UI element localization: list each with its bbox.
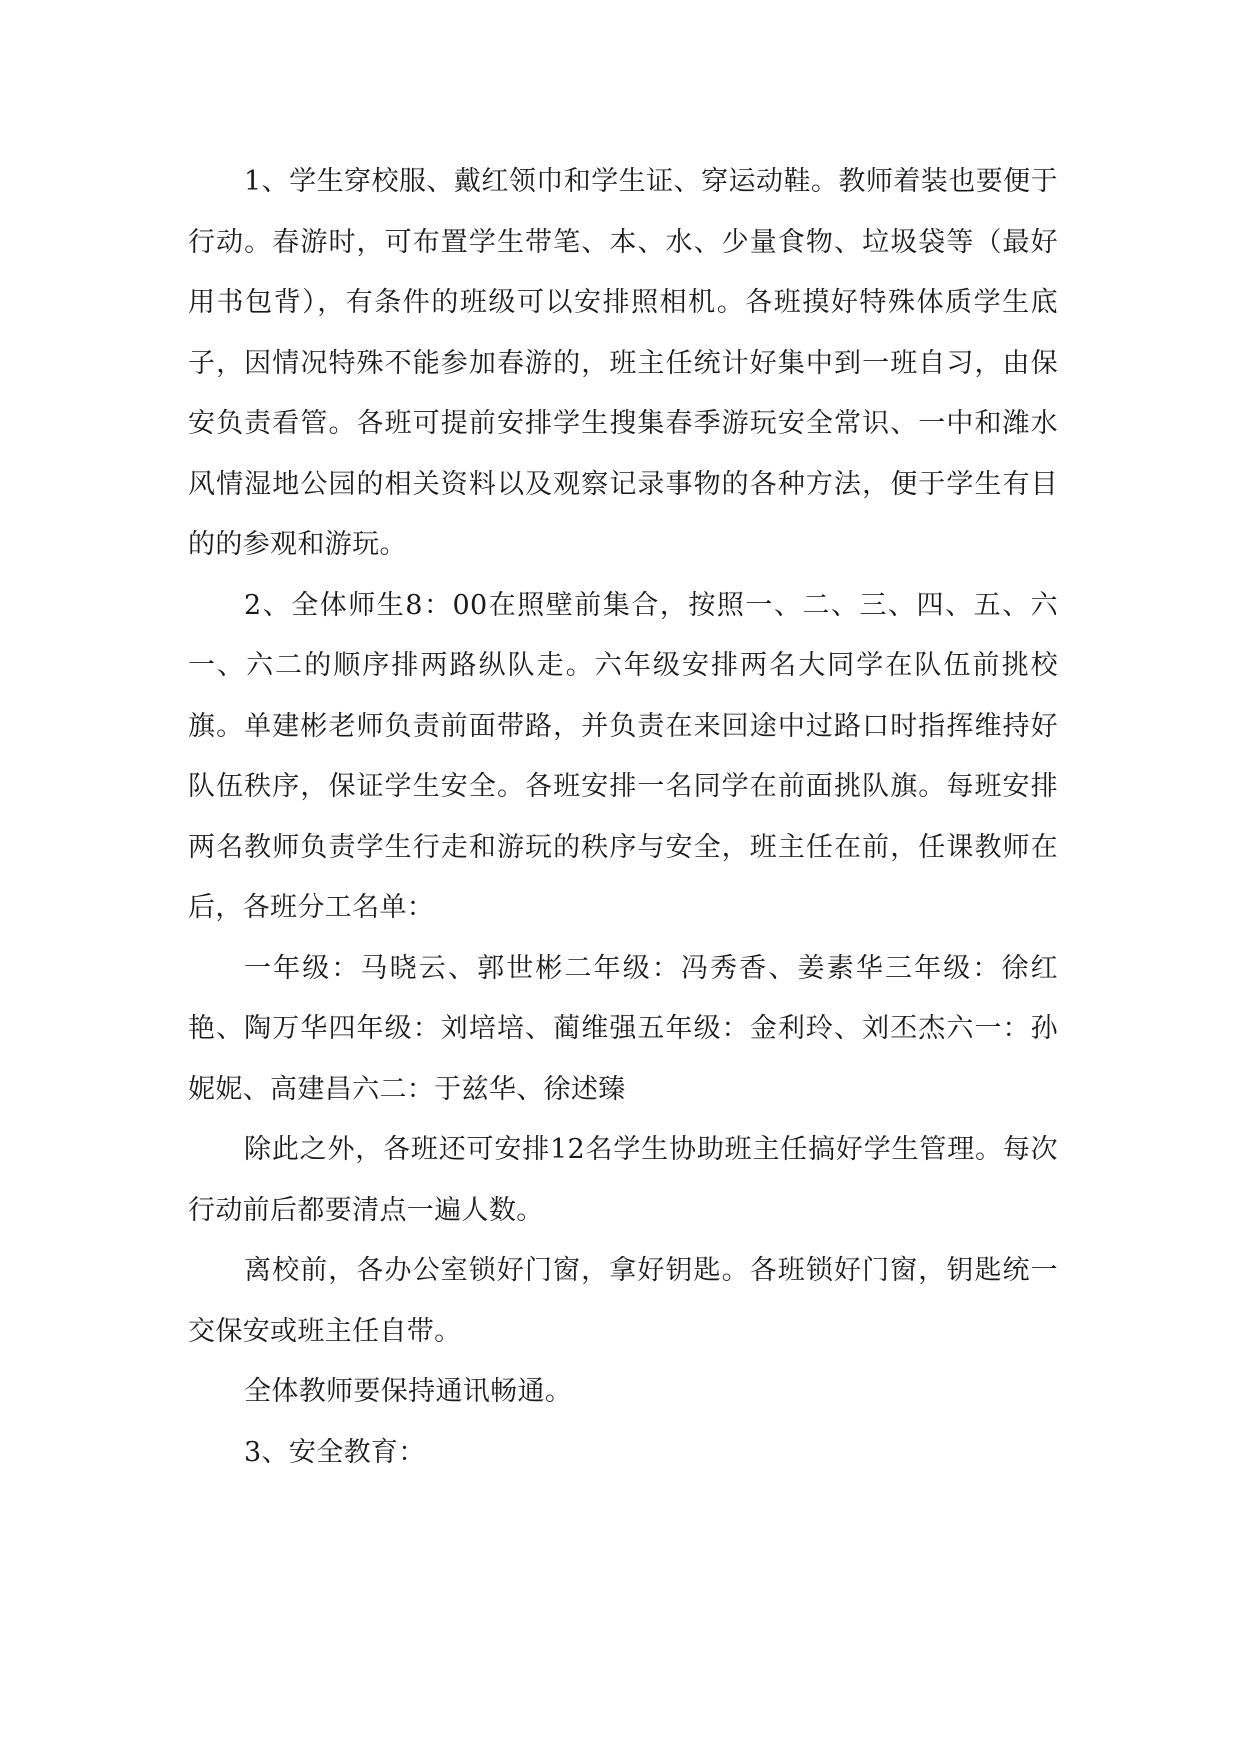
paragraph-safety-education-heading: 3、安全教育： <box>244 1436 426 1468</box>
paragraph-teacher-assignments: 一年级：马晓云、郭世彬二年级：冯秀香、姜素华三年级：徐红艳、陶万华四年级：刘培培、蔺维强五年级：金利玲、刘丕杰六一：孙妮妮、高建昌六二：于兹华、徐述臻 <box>188 952 1058 1105</box>
document-body <box>188 152 1058 1483</box>
paragraph-student-helpers: 除此之外，各班还可安排12名学生协助班主任搞好学生管理。每次行动前后都要清点一遍人数。 <box>188 1134 1058 1226</box>
paragraph-communication: 全体教师要保持通讯畅通。 <box>244 1376 573 1407</box>
paragraph-clothing-preparation: 1、学生穿校服、戴红领巾和学生证、穿运动鞋。教师着装也要便于行动。春游时，可布置学生带笔、本、水、少量食物、垃圾袋等（最好用书包背），有条件的班级可以安排照相机。各班摸好特殊体质学生底子，因情况特殊不能参加春游的，班主任统计好集中到一班自习，由保安负责看管。各班可提前安排学生搜集春季游玩安全常识、一中和潍水风情湿地公园的相关资料以及观察记录事物的各种方法，便于学生有目的的参观和游玩。 <box>188 166 1058 560</box>
paragraph-lock-doors: 离校前，各办公室锁好门窗，拿好钥匙。各班锁好门窗，钥匙统一交保安或班主任自带。 <box>188 1255 1058 1347</box>
paragraph-assembly-order: 2、全体师生8：00在照壁前集合，按照一、二、三、四、五、六一、六二的顺序排两路纵队走。六年级安排两名大同学在队伍前挑校旗。单建彬老师负责前面带路，并负责在来回途中过路口时指挥维持好队伍秩序，保证学生安全。各班安排一名同学在前面挑队旗。每班安排两名教师负责学生行走和游玩的秩序与安全，班主任在前，任课教师在后，各班分工名单： <box>188 589 1058 923</box>
